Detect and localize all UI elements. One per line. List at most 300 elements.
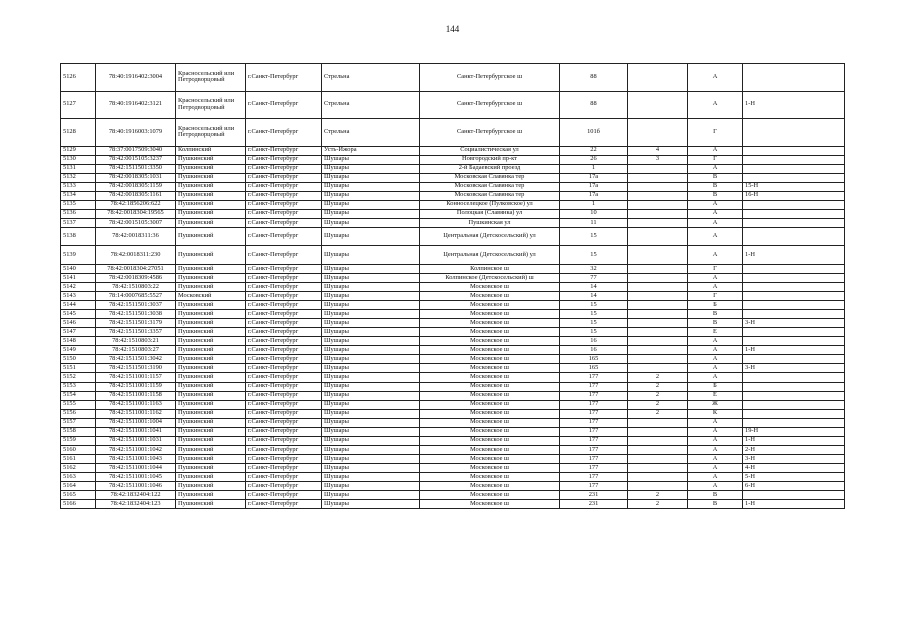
building-number-cell: 2 xyxy=(628,391,688,400)
street-cell: Новгородский пр-кт xyxy=(420,155,560,164)
house-number-cell: 88 xyxy=(560,64,628,92)
house-number-cell: 14 xyxy=(560,283,628,292)
street-cell: Московское ш xyxy=(420,454,560,463)
letter-cell: А xyxy=(688,364,743,373)
premises-cell: 15-Н xyxy=(743,182,845,191)
building-number-cell xyxy=(628,91,688,119)
locality-cell: Шушары xyxy=(322,209,420,218)
row-number-cell: 5148 xyxy=(61,337,96,346)
premises-cell xyxy=(743,373,845,382)
street-cell: Московское ш xyxy=(420,473,560,482)
table-row xyxy=(61,346,845,355)
letter-cell: Е xyxy=(688,391,743,400)
locality-cell: Усть-Ижора xyxy=(322,146,420,155)
cadastral-number-cell: 78:42:1511501:3038 xyxy=(96,310,176,319)
letter-cell: Г xyxy=(688,292,743,301)
building-number-cell: 2 xyxy=(628,500,688,509)
street-cell: Конноселецкое (Пулковское) ул xyxy=(420,200,560,209)
city-cell: г.Санкт-Петербург xyxy=(246,64,322,92)
house-number-cell: 15 xyxy=(560,227,628,246)
street-cell: Центральная (Детскосельский) ул xyxy=(420,246,560,265)
table-row xyxy=(61,191,845,200)
table-row xyxy=(61,246,845,265)
house-number-cell: 15 xyxy=(560,328,628,337)
city-cell: г.Санкт-Петербург xyxy=(246,373,322,382)
table-row xyxy=(61,264,845,273)
district-cell: Пушкинский xyxy=(176,337,246,346)
locality-cell: Шушары xyxy=(322,328,420,337)
house-number-cell: 177 xyxy=(560,409,628,418)
city-cell: г.Санкт-Петербург xyxy=(246,173,322,182)
building-number-cell xyxy=(628,182,688,191)
letter-cell: А xyxy=(688,273,743,282)
building-number-cell xyxy=(628,427,688,436)
street-cell: Санкт-Петербургское ш xyxy=(420,64,560,92)
letter-cell: А xyxy=(688,427,743,436)
district-cell: Пушкинский xyxy=(176,319,246,328)
premises-cell: 1-Н xyxy=(743,246,845,265)
house-number-cell: 177 xyxy=(560,418,628,427)
cadastral-number-cell: 78:42:1510803:22 xyxy=(96,283,176,292)
locality-cell: Шушары xyxy=(322,473,420,482)
street-cell: Московское ш xyxy=(420,364,560,373)
locality-cell: Стрельна xyxy=(322,119,420,147)
city-cell: г.Санкт-Петербург xyxy=(246,346,322,355)
table-row xyxy=(61,64,845,92)
table-row xyxy=(61,209,845,218)
locality-cell: Шушары xyxy=(322,400,420,409)
letter-cell: А xyxy=(688,91,743,119)
row-number-cell: 5163 xyxy=(61,473,96,482)
street-cell: Московское ш xyxy=(420,409,560,418)
cadastral-number-cell: 78:42:1511001:1045 xyxy=(96,473,176,482)
building-number-cell xyxy=(628,292,688,301)
street-cell: Московское ш xyxy=(420,382,560,391)
table-row xyxy=(61,373,845,382)
cadastral-number-cell: 78:42:0018311:36 xyxy=(96,227,176,246)
table-row xyxy=(61,382,845,391)
row-number-cell: 5165 xyxy=(61,491,96,500)
city-cell: г.Санкт-Петербург xyxy=(246,409,322,418)
letter-cell: А xyxy=(688,227,743,246)
table-row xyxy=(61,155,845,164)
table-row xyxy=(61,355,845,364)
row-number-cell: 5143 xyxy=(61,292,96,301)
building-number-cell xyxy=(628,337,688,346)
district-cell: Пушкинский xyxy=(176,473,246,482)
district-cell: Красносельский или Петродворцовый xyxy=(176,64,246,92)
letter-cell: Г xyxy=(688,155,743,164)
house-number-cell: 1 xyxy=(560,164,628,173)
premises-cell: 1-Н xyxy=(743,91,845,119)
locality-cell: Шушары xyxy=(322,454,420,463)
letter-cell: В xyxy=(688,182,743,191)
row-number-cell: 5157 xyxy=(61,418,96,427)
house-number-cell: 177 xyxy=(560,391,628,400)
letter-cell: А xyxy=(688,64,743,92)
building-number-cell xyxy=(628,355,688,364)
cadastral-number-cell: 78:37:0017509:3040 xyxy=(96,146,176,155)
district-cell: Пушкинский xyxy=(176,246,246,265)
row-number-cell: 5140 xyxy=(61,264,96,273)
row-number-cell: 5146 xyxy=(61,319,96,328)
building-number-cell xyxy=(628,191,688,200)
district-cell: Пушкинский xyxy=(176,454,246,463)
table-row xyxy=(61,463,845,472)
premises-cell xyxy=(743,273,845,282)
district-cell: Пушкинский xyxy=(176,218,246,227)
letter-cell: В xyxy=(688,319,743,328)
district-cell: Красносельский или Петродворцовый xyxy=(176,119,246,147)
table-row xyxy=(61,227,845,246)
premises-cell xyxy=(743,173,845,182)
premises-cell xyxy=(743,155,845,164)
house-number-cell: 177 xyxy=(560,454,628,463)
city-cell: г.Санкт-Петербург xyxy=(246,500,322,509)
building-number-cell xyxy=(628,328,688,337)
table-row xyxy=(61,319,845,328)
building-number-cell xyxy=(628,246,688,265)
house-number-cell: 15 xyxy=(560,301,628,310)
city-cell: г.Санкт-Петербург xyxy=(246,473,322,482)
locality-cell: Шушары xyxy=(322,355,420,364)
city-cell: г.Санкт-Петербург xyxy=(246,292,322,301)
district-cell: Пушкинский xyxy=(176,491,246,500)
house-number-cell: 17а xyxy=(560,182,628,191)
street-cell: Московское ш xyxy=(420,346,560,355)
cadastral-number-cell: 78:42:1511001:1004 xyxy=(96,418,176,427)
premises-cell: 19-Н xyxy=(743,427,845,436)
letter-cell: Б xyxy=(688,301,743,310)
house-number-cell: 165 xyxy=(560,364,628,373)
street-cell: Московское ш xyxy=(420,491,560,500)
city-cell: г.Санкт-Петербург xyxy=(246,391,322,400)
row-number-cell: 5164 xyxy=(61,482,96,491)
letter-cell: А xyxy=(688,164,743,173)
street-cell: 2-й Бадаевский проезд xyxy=(420,164,560,173)
letter-cell: В xyxy=(688,191,743,200)
row-number-cell: 5153 xyxy=(61,382,96,391)
street-cell: Московское ш xyxy=(420,400,560,409)
locality-cell: Шушары xyxy=(322,191,420,200)
district-cell: Пушкинский xyxy=(176,209,246,218)
house-number-cell: 177 xyxy=(560,445,628,454)
letter-cell: А xyxy=(688,346,743,355)
letter-cell: В xyxy=(688,310,743,319)
letter-cell: А xyxy=(688,283,743,292)
building-number-cell: 2 xyxy=(628,409,688,418)
premises-cell: 2-Н xyxy=(743,445,845,454)
district-cell: Пушкинский xyxy=(176,463,246,472)
city-cell: г.Санкт-Петербург xyxy=(246,418,322,427)
city-cell: г.Санкт-Петербург xyxy=(246,491,322,500)
letter-cell: А xyxy=(688,436,743,445)
premises-cell xyxy=(743,301,845,310)
table-row xyxy=(61,482,845,491)
street-cell: Московское ш xyxy=(420,355,560,364)
house-number-cell: 101б xyxy=(560,119,628,147)
letter-cell: А xyxy=(688,473,743,482)
table-row xyxy=(61,292,845,301)
city-cell: г.Санкт-Петербург xyxy=(246,91,322,119)
street-cell: Центральная (Детскосельский) ул xyxy=(420,227,560,246)
cadastral-number-cell: 78:42:0018304:19565 xyxy=(96,209,176,218)
row-number-cell: 5144 xyxy=(61,301,96,310)
city-cell: г.Санкт-Петербург xyxy=(246,355,322,364)
premises-cell xyxy=(743,310,845,319)
cadastral-number-cell: 78:42:0018309:4586 xyxy=(96,273,176,282)
street-cell: Московское ш xyxy=(420,373,560,382)
table-row xyxy=(61,337,845,346)
locality-cell: Шушары xyxy=(322,364,420,373)
building-number-cell xyxy=(628,273,688,282)
locality-cell: Шушары xyxy=(322,427,420,436)
table-row xyxy=(61,364,845,373)
row-number-cell: 5129 xyxy=(61,146,96,155)
cadastral-number-cell: 78:42:1511501:3357 xyxy=(96,328,176,337)
row-number-cell: 5126 xyxy=(61,64,96,92)
house-number-cell: 77 xyxy=(560,273,628,282)
city-cell: г.Санкт-Петербург xyxy=(246,463,322,472)
premises-cell xyxy=(743,264,845,273)
house-number-cell: 231 xyxy=(560,491,628,500)
city-cell: г.Санкт-Петербург xyxy=(246,146,322,155)
cadastral-number-cell: 78:40:1916402:3004 xyxy=(96,64,176,92)
district-cell: Колпинский xyxy=(176,146,246,155)
street-cell: Санкт-Петербургское ш xyxy=(420,119,560,147)
house-number-cell: 15 xyxy=(560,246,628,265)
letter-cell: А xyxy=(688,482,743,491)
cadastral-number-cell: 78:40:1916003:1079 xyxy=(96,119,176,147)
locality-cell: Стрельна xyxy=(322,64,420,92)
building-number-cell xyxy=(628,319,688,328)
row-number-cell: 5133 xyxy=(61,182,96,191)
row-number-cell: 5127 xyxy=(61,91,96,119)
city-cell: г.Санкт-Петербург xyxy=(246,337,322,346)
row-number-cell: 5158 xyxy=(61,427,96,436)
cadastral-number-cell: 78:42:1856206:622 xyxy=(96,200,176,209)
house-number-cell: 177 xyxy=(560,427,628,436)
row-number-cell: 5142 xyxy=(61,283,96,292)
premises-cell: 16-Н xyxy=(743,191,845,200)
letter-cell: В xyxy=(688,173,743,182)
house-number-cell: 177 xyxy=(560,436,628,445)
house-number-cell: 88 xyxy=(560,91,628,119)
locality-cell: Шушары xyxy=(322,273,420,282)
locality-cell: Шушары xyxy=(322,227,420,246)
street-cell: Московская Славянка тер xyxy=(420,191,560,200)
row-number-cell: 5141 xyxy=(61,273,96,282)
premises-cell: 5-Н xyxy=(743,473,845,482)
table-row xyxy=(61,418,845,427)
house-number-cell: 10 xyxy=(560,209,628,218)
row-number-cell: 5147 xyxy=(61,328,96,337)
table-row xyxy=(61,491,845,500)
locality-cell: Шушары xyxy=(322,200,420,209)
locality-cell: Шушары xyxy=(322,218,420,227)
letter-cell: Ж xyxy=(688,400,743,409)
district-cell: Пушкинский xyxy=(176,173,246,182)
row-number-cell: 5161 xyxy=(61,454,96,463)
cadastral-number-cell: 78:42:0015105:3007 xyxy=(96,218,176,227)
street-cell: Московское ш xyxy=(420,337,560,346)
premises-cell xyxy=(743,382,845,391)
cadastral-number-cell: 78:42:1832404:123 xyxy=(96,500,176,509)
city-cell: г.Санкт-Петербург xyxy=(246,191,322,200)
city-cell: г.Санкт-Петербург xyxy=(246,436,322,445)
premises-cell xyxy=(743,119,845,147)
premises-cell xyxy=(743,400,845,409)
cadastral-number-cell: 78:14:0007685:5527 xyxy=(96,292,176,301)
cadastral-number-cell: 78:42:0018305:1159 xyxy=(96,182,176,191)
street-cell: Колпинское ш xyxy=(420,264,560,273)
row-number-cell: 5160 xyxy=(61,445,96,454)
letter-cell: А xyxy=(688,209,743,218)
city-cell: г.Санкт-Петербург xyxy=(246,283,322,292)
letter-cell: Г xyxy=(688,264,743,273)
table-row xyxy=(61,328,845,337)
city-cell: г.Санкт-Петербург xyxy=(246,482,322,491)
district-cell: Пушкинский xyxy=(176,418,246,427)
building-number-cell: 2 xyxy=(628,400,688,409)
house-number-cell: 177 xyxy=(560,463,628,472)
building-number-cell xyxy=(628,200,688,209)
table-row xyxy=(61,310,845,319)
city-cell: г.Санкт-Петербург xyxy=(246,454,322,463)
locality-cell: Шушары xyxy=(322,182,420,191)
row-number-cell: 5134 xyxy=(61,191,96,200)
locality-cell: Шушары xyxy=(322,418,420,427)
row-number-cell: 5130 xyxy=(61,155,96,164)
cadastral-number-cell: 78:42:1832404:122 xyxy=(96,491,176,500)
city-cell: г.Санкт-Петербург xyxy=(246,364,322,373)
premises-cell xyxy=(743,283,845,292)
row-number-cell: 5149 xyxy=(61,346,96,355)
cadastral-number-cell: 78:42:1511501:3037 xyxy=(96,301,176,310)
letter-cell: А xyxy=(688,246,743,265)
registry-table xyxy=(60,63,845,509)
street-cell: Московское ш xyxy=(420,283,560,292)
building-number-cell xyxy=(628,436,688,445)
city-cell: г.Санкт-Петербург xyxy=(246,301,322,310)
city-cell: г.Санкт-Петербург xyxy=(246,246,322,265)
table-row xyxy=(61,146,845,155)
letter-cell: А xyxy=(688,463,743,472)
letter-cell: Е xyxy=(688,328,743,337)
locality-cell: Шушары xyxy=(322,246,420,265)
house-number-cell: 177 xyxy=(560,400,628,409)
city-cell: г.Санкт-Петербург xyxy=(246,119,322,147)
cadastral-number-cell: 78:42:1511001:1031 xyxy=(96,436,176,445)
city-cell: г.Санкт-Петербург xyxy=(246,328,322,337)
district-cell: Пушкинский xyxy=(176,328,246,337)
district-cell: Пушкинский xyxy=(176,364,246,373)
street-cell: Московское ш xyxy=(420,463,560,472)
locality-cell: Стрельна xyxy=(322,91,420,119)
district-cell: Пушкинский xyxy=(176,310,246,319)
registry-table-body xyxy=(61,64,845,509)
table-row xyxy=(61,273,845,282)
building-number-cell xyxy=(628,445,688,454)
locality-cell: Шушары xyxy=(322,155,420,164)
district-cell: Пушкинский xyxy=(176,400,246,409)
building-number-cell xyxy=(628,264,688,273)
cadastral-number-cell: 78:40:1916402:3121 xyxy=(96,91,176,119)
street-cell: Московское ш xyxy=(420,427,560,436)
cadastral-number-cell: 78:42:1511501:3179 xyxy=(96,319,176,328)
building-number-cell xyxy=(628,418,688,427)
locality-cell: Шушары xyxy=(322,463,420,472)
table-row xyxy=(61,445,845,454)
row-number-cell: 5131 xyxy=(61,164,96,173)
city-cell: г.Санкт-Петербург xyxy=(246,427,322,436)
letter-cell: А xyxy=(688,218,743,227)
street-cell: Московское ш xyxy=(420,319,560,328)
locality-cell: Шушары xyxy=(322,491,420,500)
house-number-cell: 17а xyxy=(560,191,628,200)
letter-cell: А xyxy=(688,146,743,155)
street-cell: Московское ш xyxy=(420,500,560,509)
premises-cell: 6-Н xyxy=(743,482,845,491)
table-row xyxy=(61,427,845,436)
district-cell: Пушкинский xyxy=(176,273,246,282)
street-cell: Московское ш xyxy=(420,292,560,301)
row-number-cell: 5156 xyxy=(61,409,96,418)
street-cell: Колпинское (Детскосельский) ш xyxy=(420,273,560,282)
house-number-cell: 14 xyxy=(560,292,628,301)
city-cell: г.Санкт-Петербург xyxy=(246,319,322,328)
cadastral-number-cell: 78:42:1511001:1158 xyxy=(96,391,176,400)
cadastral-number-cell: 78:42:0018305:1161 xyxy=(96,191,176,200)
premises-cell xyxy=(743,328,845,337)
street-cell: Полоцкая (Славянка) ул xyxy=(420,209,560,218)
building-number-cell xyxy=(628,227,688,246)
locality-cell: Шушары xyxy=(322,373,420,382)
locality-cell: Шушары xyxy=(322,391,420,400)
district-cell: Пушкинский xyxy=(176,182,246,191)
street-cell: Московская Славянка тер xyxy=(420,182,560,191)
premises-cell xyxy=(743,218,845,227)
row-number-cell: 5155 xyxy=(61,400,96,409)
letter-cell: А xyxy=(688,200,743,209)
locality-cell: Шушары xyxy=(322,337,420,346)
table-row xyxy=(61,500,845,509)
building-number-cell xyxy=(628,463,688,472)
locality-cell: Шушары xyxy=(322,409,420,418)
city-cell: г.Санкт-Петербург xyxy=(246,209,322,218)
building-number-cell xyxy=(628,209,688,218)
house-number-cell: 177 xyxy=(560,482,628,491)
locality-cell: Шушары xyxy=(322,292,420,301)
page-number: 144 xyxy=(445,24,460,34)
district-cell: Пушкинский xyxy=(176,445,246,454)
building-number-cell xyxy=(628,173,688,182)
letter-cell: А xyxy=(688,337,743,346)
row-number-cell: 5152 xyxy=(61,373,96,382)
city-cell: г.Санкт-Петербург xyxy=(246,227,322,246)
house-number-cell: 17а xyxy=(560,173,628,182)
table-row xyxy=(61,164,845,173)
district-cell: Пушкинский xyxy=(176,227,246,246)
locality-cell: Шушары xyxy=(322,436,420,445)
letter-cell: К xyxy=(688,409,743,418)
district-cell: Пушкинский xyxy=(176,301,246,310)
district-cell: Пушкинский xyxy=(176,346,246,355)
letter-cell: А xyxy=(688,373,743,382)
district-cell: Пушкинский xyxy=(176,409,246,418)
city-cell: г.Санкт-Петербург xyxy=(246,218,322,227)
house-number-cell: 165 xyxy=(560,355,628,364)
